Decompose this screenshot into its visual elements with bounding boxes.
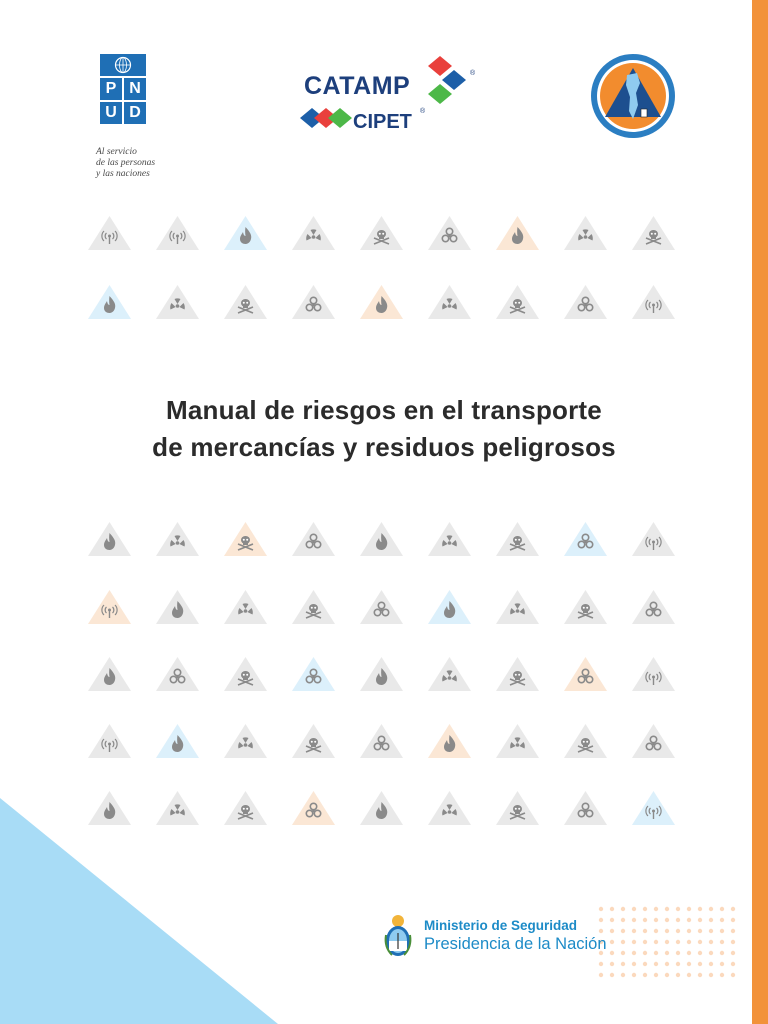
decor-dot bbox=[698, 951, 702, 955]
hazard-flame-icon bbox=[87, 789, 132, 826]
hazard-bio-icon bbox=[359, 722, 404, 759]
decor-dot bbox=[687, 918, 691, 922]
decor-dot bbox=[665, 929, 669, 933]
decor-dot bbox=[610, 973, 614, 977]
decor-dot bbox=[654, 962, 658, 966]
hazard-radio-icon bbox=[631, 789, 676, 826]
hazard-radiation-icon bbox=[427, 789, 472, 826]
catamp-wordmark: CATAMP bbox=[304, 72, 411, 100]
decor-dot bbox=[687, 907, 691, 911]
decor-dot bbox=[610, 907, 614, 911]
decor-dot bbox=[709, 973, 713, 977]
hazard-flame-icon bbox=[155, 722, 200, 759]
decor-dot bbox=[698, 918, 702, 922]
un-emblem-icon bbox=[100, 54, 146, 76]
decor-dot bbox=[731, 973, 735, 977]
decor-dot bbox=[621, 907, 625, 911]
hazard-flame-icon bbox=[359, 283, 404, 320]
decor-dot bbox=[654, 918, 658, 922]
hazard-skull-icon bbox=[495, 655, 540, 692]
hazard-flame-icon bbox=[495, 214, 540, 251]
decor-dot bbox=[731, 907, 735, 911]
decor-dot bbox=[599, 973, 603, 977]
decor-dot bbox=[599, 907, 603, 911]
hazard-bio-icon bbox=[291, 520, 336, 557]
hazard-skull-icon bbox=[223, 283, 268, 320]
hazard-bio-icon bbox=[291, 655, 336, 692]
registered-mark: ® bbox=[420, 108, 426, 115]
presidency-name: Presidencia de la Nación bbox=[424, 935, 607, 953]
hazard-skull-icon bbox=[631, 214, 676, 251]
hazard-skull-icon bbox=[359, 214, 404, 251]
decor-dot bbox=[709, 940, 713, 944]
hazard-flame-icon bbox=[359, 520, 404, 557]
hazard-skull-icon bbox=[563, 588, 608, 625]
title-line-1: Manual de riesgos en el transporte bbox=[166, 395, 602, 425]
hazard-skull-icon bbox=[223, 520, 268, 557]
pnud-letter: N bbox=[124, 78, 146, 100]
hazard-radio-icon bbox=[87, 722, 132, 759]
decor-dot bbox=[676, 940, 680, 944]
decor-dot bbox=[720, 929, 724, 933]
hazard-bio-icon bbox=[563, 789, 608, 826]
pnud-letter: D bbox=[124, 102, 146, 124]
decor-dot bbox=[731, 962, 735, 966]
decor-dot bbox=[720, 951, 724, 955]
title-line-2: de mercancías y residuos peligrosos bbox=[152, 432, 616, 462]
hazard-radiation-icon bbox=[223, 588, 268, 625]
decor-dot bbox=[731, 929, 735, 933]
decor-dot bbox=[676, 973, 680, 977]
decor-dot bbox=[676, 951, 680, 955]
decor-dot bbox=[665, 918, 669, 922]
hazard-bio-icon bbox=[631, 722, 676, 759]
hazard-radiation-icon bbox=[155, 283, 200, 320]
national-coat-of-arms-icon bbox=[382, 913, 414, 959]
decor-dot bbox=[654, 907, 658, 911]
hazard-radiation-icon bbox=[427, 655, 472, 692]
hazard-skull-icon bbox=[291, 588, 336, 625]
hazard-skull-icon bbox=[223, 789, 268, 826]
decor-dot bbox=[632, 907, 636, 911]
decor-dot bbox=[709, 962, 713, 966]
decor-dot bbox=[665, 940, 669, 944]
decor-dot bbox=[709, 951, 713, 955]
decor-dot bbox=[698, 973, 702, 977]
hazard-flame-icon bbox=[87, 283, 132, 320]
decor-dot bbox=[720, 918, 724, 922]
hazard-flame-icon bbox=[87, 520, 132, 557]
hazard-row bbox=[87, 722, 676, 759]
hazard-bio-icon bbox=[563, 283, 608, 320]
hazard-radio-icon bbox=[631, 655, 676, 692]
decor-dot bbox=[698, 929, 702, 933]
hazard-flame-icon bbox=[223, 214, 268, 251]
hazard-flame-icon bbox=[155, 588, 200, 625]
ministry-logo bbox=[382, 913, 652, 963]
pnud-letter: U bbox=[100, 102, 122, 124]
registered-mark: ® bbox=[470, 70, 476, 77]
hazard-radiation-icon bbox=[495, 722, 540, 759]
decor-dot bbox=[731, 940, 735, 944]
decor-dot bbox=[720, 907, 724, 911]
hazard-skull-icon bbox=[495, 283, 540, 320]
hazard-row bbox=[87, 655, 676, 692]
orange-side-bar bbox=[752, 0, 768, 1024]
decor-dot bbox=[687, 940, 691, 944]
decor-dot bbox=[676, 962, 680, 966]
decor-dot bbox=[665, 962, 669, 966]
pnud-tagline bbox=[96, 147, 176, 180]
hazard-skull-icon bbox=[291, 722, 336, 759]
hazard-radiation-icon bbox=[223, 722, 268, 759]
decor-dot bbox=[720, 962, 724, 966]
hazard-row bbox=[87, 789, 676, 826]
cipet-wordmark: CIPET bbox=[353, 111, 412, 133]
proteccion-civil-seal-icon bbox=[585, 53, 681, 139]
decor-dot bbox=[687, 973, 691, 977]
hazard-radiation-icon bbox=[495, 588, 540, 625]
decor-dot bbox=[709, 907, 713, 911]
hazard-radio-icon bbox=[631, 283, 676, 320]
decor-dot bbox=[643, 907, 647, 911]
pnud-tagline-line: y las naciones bbox=[96, 169, 150, 179]
hazard-bio-icon bbox=[155, 655, 200, 692]
decor-dot bbox=[709, 929, 713, 933]
hazard-flame-icon bbox=[359, 789, 404, 826]
hazard-flame-icon bbox=[359, 655, 404, 692]
decor-dot bbox=[698, 907, 702, 911]
hazard-radiation-icon bbox=[427, 283, 472, 320]
hazard-row bbox=[87, 588, 676, 625]
ministry-name: Ministerio de Seguridad bbox=[424, 918, 578, 933]
decor-dot bbox=[621, 973, 625, 977]
decor-dot bbox=[676, 918, 680, 922]
hazard-bio-icon bbox=[291, 789, 336, 826]
hazard-skull-icon bbox=[495, 789, 540, 826]
decor-dot bbox=[720, 940, 724, 944]
decor-dot bbox=[687, 962, 691, 966]
hazard-bio-icon bbox=[427, 214, 472, 251]
decor-dot bbox=[720, 973, 724, 977]
pnud-tagline-line: Al servicio bbox=[96, 147, 137, 157]
hazard-row bbox=[87, 214, 676, 251]
page-title bbox=[0, 392, 768, 466]
hazard-row bbox=[87, 283, 676, 320]
decor-dot bbox=[676, 907, 680, 911]
decor-dot bbox=[665, 973, 669, 977]
hazard-bio-icon bbox=[563, 520, 608, 557]
hazard-row bbox=[87, 520, 676, 557]
hazard-radio-icon bbox=[155, 214, 200, 251]
hazard-radio-icon bbox=[631, 520, 676, 557]
hazard-flame-icon bbox=[427, 722, 472, 759]
decor-dot bbox=[687, 951, 691, 955]
decor-dot bbox=[654, 951, 658, 955]
decor-dot bbox=[654, 940, 658, 944]
decor-dot bbox=[632, 973, 636, 977]
hazard-radiation-icon bbox=[427, 520, 472, 557]
hazard-skull-icon bbox=[563, 722, 608, 759]
decor-dot bbox=[731, 918, 735, 922]
decor-dot bbox=[687, 929, 691, 933]
decor-dot bbox=[698, 962, 702, 966]
decor-dot bbox=[698, 940, 702, 944]
catamp-cipet-logo bbox=[300, 56, 490, 138]
decor-dot bbox=[665, 907, 669, 911]
hazard-skull-icon bbox=[495, 520, 540, 557]
decor-dot bbox=[676, 929, 680, 933]
decor-dot bbox=[654, 973, 658, 977]
hazard-flame-icon bbox=[427, 588, 472, 625]
hazard-skull-icon bbox=[223, 655, 268, 692]
pnud-logo bbox=[100, 54, 146, 124]
pnud-tagline-line: de las personas bbox=[96, 158, 156, 168]
decor-dot bbox=[643, 973, 647, 977]
pnud-letter: P bbox=[100, 78, 122, 100]
hazard-radiation-icon bbox=[291, 214, 336, 251]
hazard-flame-icon bbox=[87, 655, 132, 692]
hazard-bio-icon bbox=[631, 588, 676, 625]
hazard-bio-icon bbox=[359, 588, 404, 625]
hazard-radiation-icon bbox=[155, 789, 200, 826]
hazard-bio-icon bbox=[563, 655, 608, 692]
decor-dot bbox=[731, 951, 735, 955]
hazard-radiation-icon bbox=[563, 214, 608, 251]
hazard-radiation-icon bbox=[155, 520, 200, 557]
decor-dot bbox=[665, 951, 669, 955]
hazard-radio-icon bbox=[87, 588, 132, 625]
decor-dot bbox=[654, 929, 658, 933]
hazard-bio-icon bbox=[291, 283, 336, 320]
decor-dot bbox=[709, 918, 713, 922]
hazard-radio-icon bbox=[87, 214, 132, 251]
